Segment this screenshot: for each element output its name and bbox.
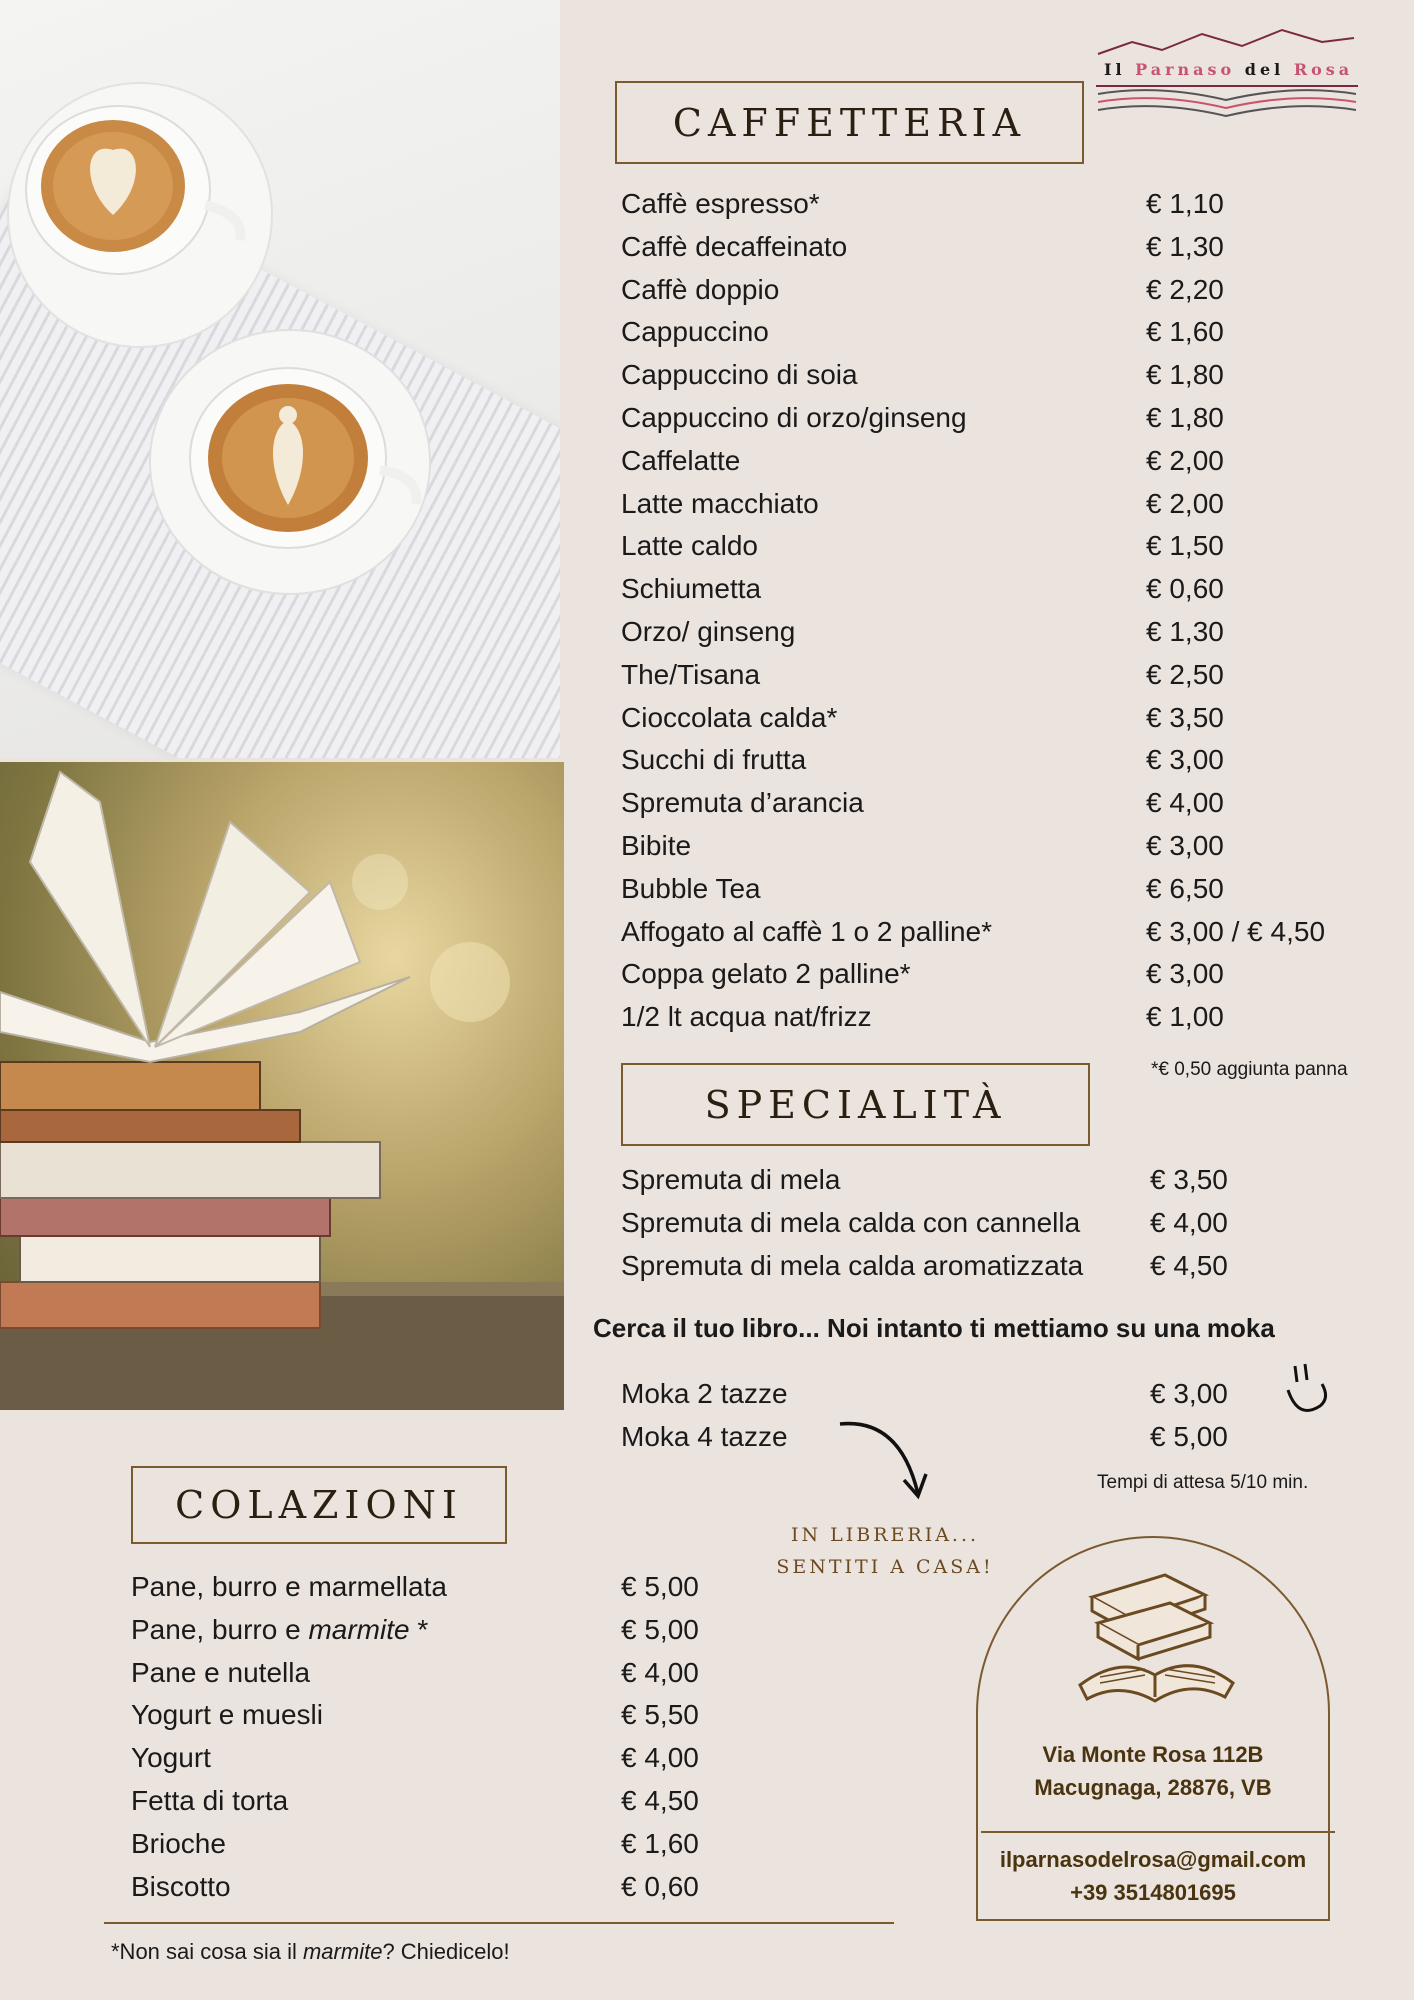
colazioni-title: COLAZIONI xyxy=(131,1466,507,1544)
colazioni-item-name xyxy=(131,1613,428,1647)
smiley-icon xyxy=(1280,1362,1340,1422)
slogan-line-1: IN LIBRERIA... xyxy=(790,1524,980,1546)
colazioni-item-name: Brioche xyxy=(131,1827,226,1859)
caffetteria-item-price: € 2,50 xyxy=(1146,658,1224,690)
address-line-1: Via Monte Rosa 112B xyxy=(1042,1742,1264,1767)
footer-divider xyxy=(104,1922,894,1924)
caffetteria-item-price: € 3,00 xyxy=(1146,830,1224,861)
books-icon xyxy=(1070,1565,1240,1715)
colazioni-item-price: € 0,60 xyxy=(621,1870,699,1902)
caffetteria-item-name: Cappuccino di soia xyxy=(621,359,858,391)
caffetteria-item-name: Cappuccino xyxy=(621,316,769,348)
caffetteria-item-name: Spremuta d’arancia xyxy=(621,787,864,819)
colazioni-item-name: Fetta di torta xyxy=(131,1785,289,1816)
caffetteria-item-name: Cioccolata calda* xyxy=(621,701,838,733)
caffetteria-item-name: Bibite xyxy=(621,830,692,861)
colazioni-item-name: Pane e nutella xyxy=(131,1656,311,1688)
colazioni-item-name-pre: Pane, burro e xyxy=(131,1613,309,1645)
caffetteria-item-price: € 3,50 xyxy=(1146,701,1224,733)
logo-wordmark xyxy=(1104,60,1353,79)
contact-details xyxy=(976,1843,1330,1909)
footnote-text-italic: marmite xyxy=(302,1939,383,1964)
moka-item-name: Moka 2 tazze xyxy=(621,1378,788,1409)
colazioni-item-name: Yogurt e muesli xyxy=(131,1699,323,1731)
caffetteria-item-price: € 1,80 xyxy=(1146,359,1224,391)
caffetteria-title: CAFFETTERIA xyxy=(615,81,1084,164)
colazioni-item-name: Yogurt xyxy=(131,1742,211,1774)
email-link[interactable]: ilparnasodelrosa@gmail.com xyxy=(999,1847,1307,1872)
caffetteria-item-name: Schiumetta xyxy=(621,573,762,605)
caffetteria-item-name: Coppa gelato 2 palline* xyxy=(621,958,911,990)
specialita-title: SPECIALITÀ xyxy=(621,1063,1090,1146)
caffetteria-item-price: € 1,60 xyxy=(1146,316,1224,348)
caffetteria-item-price: € 2,20 xyxy=(1146,273,1224,305)
logo-word-del: del xyxy=(1244,60,1285,79)
caffetteria-item-price: € 1,10 xyxy=(1146,188,1224,219)
caffetteria-item-name: Bubble Tea xyxy=(621,872,761,904)
footnote-text-pre: *Non sai cosa sia il xyxy=(111,1939,303,1964)
caffetteria-item-price: € 1,30 xyxy=(1146,230,1224,262)
caffetteria-item-name: Orzo/ ginseng xyxy=(621,616,796,647)
moka-headline: Cerca il tuo libro... Noi intanto ti mettiamo su una moka xyxy=(593,1313,1275,1343)
specialita-item-price: € 3,50 xyxy=(1150,1164,1228,1195)
caffetteria-item-name: Latte macchiato xyxy=(621,487,819,519)
colazioni-item-price: € 4,50 xyxy=(621,1785,699,1816)
moka-item-price: € 3,00 xyxy=(1150,1378,1228,1409)
caffetteria-item-name: Cappuccino di orzo/ginseng xyxy=(621,402,967,433)
colazioni-item-price: € 5,50 xyxy=(621,1699,699,1731)
caffetteria-item-name: Latte caldo xyxy=(621,530,758,562)
logo-word-parnaso: Parnaso xyxy=(1135,60,1236,79)
specialita-item-name: Spremuta di mela xyxy=(621,1164,841,1195)
phone-link[interactable]: +39 3514801695 xyxy=(1070,1880,1236,1905)
moka-wait-note: Tempi di attesa 5/10 min. xyxy=(1097,1472,1309,1493)
caffetteria-item-name: Caffè doppio xyxy=(621,273,780,305)
address-block xyxy=(976,1738,1330,1804)
moka-item-name: Moka 4 tazze xyxy=(621,1420,788,1452)
caffetteria-item-price: € 0,60 xyxy=(1146,573,1224,605)
specialita-item-name: Spremuta di mela calda aromatizzata xyxy=(621,1249,1084,1281)
footnote-text-post: ? Chiedicelo! xyxy=(382,1939,510,1964)
curved-arrow-icon xyxy=(830,1410,940,1510)
colazioni-item-name-italic: marmite xyxy=(308,1613,410,1645)
colazioni-item-name-post: * xyxy=(409,1613,429,1645)
caffetteria-item-name: 1/2 lt acqua nat/frizz xyxy=(621,1001,872,1033)
caffetteria-item-price: € 1,00 xyxy=(1146,1001,1224,1033)
caffetteria-item-name: Caffè decaffeinato xyxy=(621,230,848,262)
caffetteria-item-price: € 3,00 xyxy=(1146,958,1224,990)
caffetteria-item-name: Succhi di frutta xyxy=(621,744,807,776)
address-line-2: Macugnaga, 28876, VB xyxy=(1034,1775,1272,1800)
logo-word-il: Il xyxy=(1104,60,1126,79)
books-photo xyxy=(0,762,564,1410)
specialita-item-name: Spremuta di mela calda con cannella xyxy=(621,1206,1081,1238)
caffetteria-item-price: € 2,00 xyxy=(1146,444,1224,476)
colazioni-item-name: Biscotto xyxy=(131,1870,231,1902)
coffee-photo xyxy=(0,0,560,758)
contact-divider xyxy=(981,1831,1335,1833)
specialita-item-price: € 4,50 xyxy=(1150,1249,1228,1281)
caffetteria-item-price: € 3,00 xyxy=(1146,744,1224,776)
colazioni-item-price: € 4,00 xyxy=(621,1656,699,1688)
colazioni-item-price: € 4,00 xyxy=(621,1742,699,1774)
caffetteria-item-price: € 1,80 xyxy=(1146,402,1224,433)
caffetteria-item-name: Caffelatte xyxy=(621,444,741,476)
marmite-footnote xyxy=(111,1939,510,1965)
moka-item-price: € 5,00 xyxy=(1150,1420,1228,1452)
coffee-cups-illustration xyxy=(0,0,560,758)
caffetteria-item-price: € 6,50 xyxy=(1146,872,1224,904)
specialita-item-price: € 4,00 xyxy=(1150,1206,1228,1238)
caffetteria-item-price: € 1,30 xyxy=(1146,616,1224,647)
slogan-line-2: SENTITI A CASA! xyxy=(776,1556,994,1578)
slogan xyxy=(740,1519,1030,1583)
colazioni-item-price: € 1,60 xyxy=(621,1827,699,1859)
caffetteria-item-price: € 4,00 xyxy=(1146,787,1224,819)
books-stack-illustration xyxy=(0,762,564,1410)
panna-note: *€ 0,50 aggiunta panna xyxy=(1151,1059,1348,1080)
caffetteria-item-price: € 1,50 xyxy=(1146,530,1224,562)
caffetteria-item-price: € 3,00 / € 4,50 xyxy=(1146,915,1326,947)
colazioni-item-name: Pane, burro e marmellata xyxy=(131,1571,447,1602)
caffetteria-item-name: The/Tisana xyxy=(621,658,761,690)
caffetteria-item-name: Affogato al caffè 1 o 2 palline* xyxy=(621,915,993,947)
colazioni-item-price: € 5,00 xyxy=(621,1571,699,1602)
colazioni-item-price: € 5,00 xyxy=(621,1613,699,1645)
caffetteria-item-price: € 2,00 xyxy=(1146,487,1224,519)
logo-word-rosa: Rosa xyxy=(1293,60,1354,79)
caffetteria-item-name: Caffè espresso* xyxy=(621,188,820,219)
